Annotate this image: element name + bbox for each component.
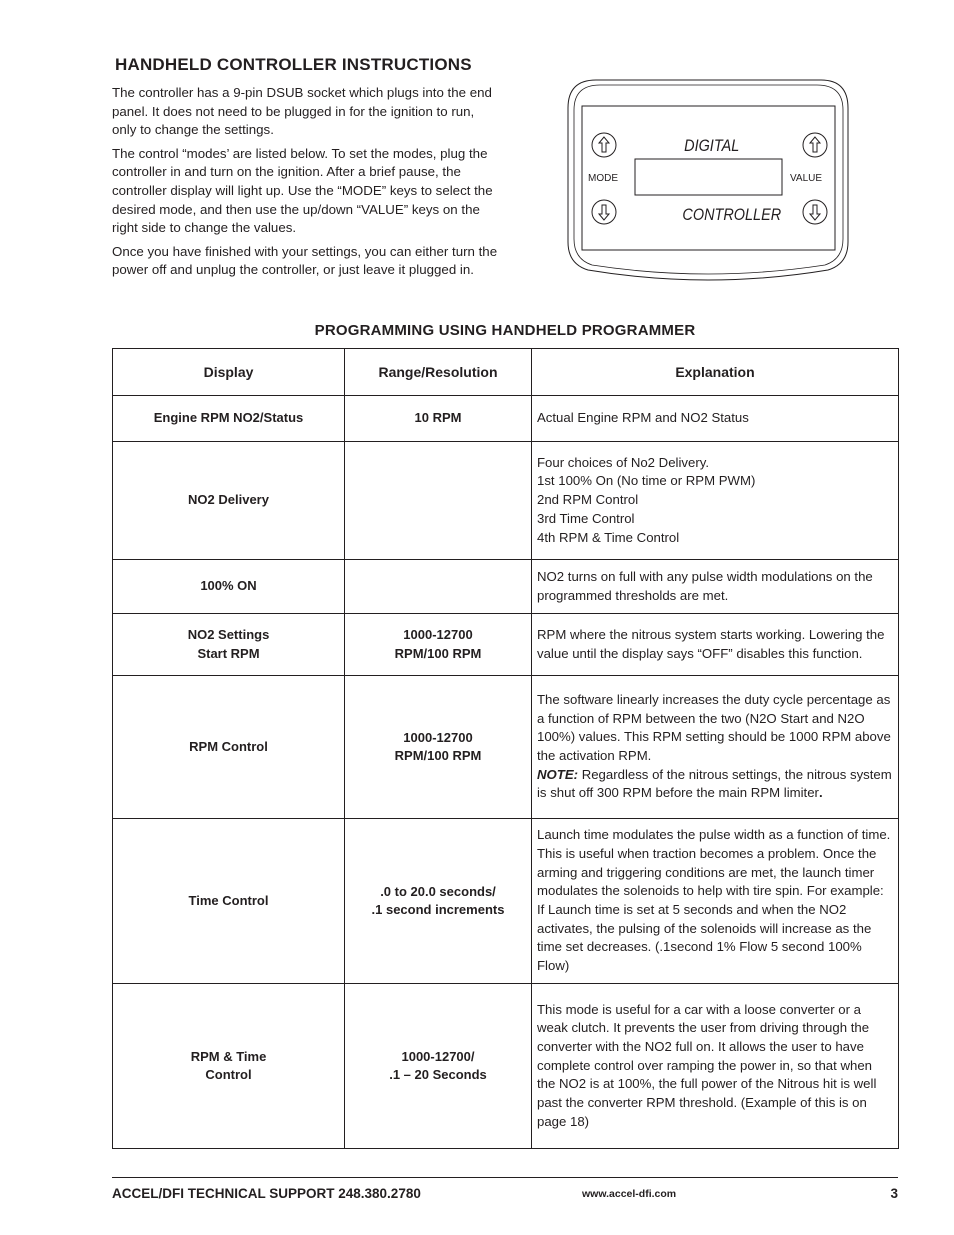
footer-website-link[interactable]: www.accel-dfi.com [582, 1188, 677, 1200]
value-label: VALUE [790, 173, 823, 184]
table-header-row [113, 349, 899, 396]
footer-support: ACCEL/DFI TECHNICAL SUPPORT 248.380.2780 [112, 1186, 421, 1201]
arrow-down-icon [810, 205, 820, 220]
mode-up-button[interactable] [592, 133, 616, 157]
header-explanation: Explanation [532, 349, 899, 396]
digital-controller-illustration [566, 76, 851, 282]
mode-label: MODE [588, 173, 618, 184]
table-row [113, 819, 899, 984]
table-title: PROGRAMMING USING HANDHELD PROGRAMMER [314, 322, 696, 339]
display-cell [113, 560, 345, 614]
cell-line: RPM/100 RPM [394, 748, 482, 763]
page-number: 3 [890, 1186, 898, 1201]
range-cell [345, 560, 532, 614]
cell-line: This mode is useful for a car with a loose converter or a weak clutch. It prevents the user from driving through the converter with the NO2 full on. It allows the user to have complete control over ramping the power in, so that when the NO2 is at 100%, the full power of the Nitrous hit is well past the converter RPM threshold. (Example of this is on page 18) [537, 1001, 877, 1129]
cell-line: RPM & Time [190, 1048, 267, 1064]
cell-line: Actual Engine RPM and NO2 Status [537, 410, 749, 426]
cell-line: NO2 Settings [187, 627, 270, 642]
explanation-cell [532, 396, 899, 442]
explanation-cell [532, 614, 899, 676]
cell-line: 1000-12700 [403, 627, 473, 642]
value-up-button[interactable] [803, 133, 827, 157]
cell-line: 4th RPM & Time Control [537, 529, 680, 545]
intro-paragraph: The control “modes’ are listed below. To set the modes, plug the controller in and turn on the ignition. After a brief pause, the controller display will light up. Use the “MODE” keys to select the desired mode, and then use the up/down “VALUE” keys on the right side to change the values. [112, 145, 493, 236]
display-cell [113, 396, 345, 442]
intro-text [112, 84, 502, 285]
arrow-up-icon [599, 137, 609, 152]
cell-line: RPM/100 RPM [394, 645, 482, 661]
display-cell [113, 819, 345, 984]
explanation-cell [532, 819, 899, 984]
cell-line: 3rd Time Control [537, 510, 635, 526]
cell-line: Control [205, 1067, 252, 1082]
intro-paragraph: Once you have finished with your settings, you can either turn the power off and unplug the controller, or just leave it plugged in. [112, 243, 498, 278]
note-label: NOTE: [537, 766, 579, 782]
range-cell [345, 442, 532, 560]
explanation-cell [532, 984, 899, 1149]
value-down-button[interactable] [803, 200, 827, 224]
cell-line: Time Control [188, 892, 269, 908]
cell-line: 100% ON [200, 578, 257, 594]
arrow-down-icon [599, 205, 609, 220]
cell-line: The software linearly increases the duty cycle percentage as a function of RPM between the two (N2O Start and N2O 100%) values. This RPM setting should be 1000 RPM above the activation RPM. [537, 691, 891, 763]
table-row [113, 396, 899, 442]
header-range: Range/Resolution [345, 349, 532, 396]
range-cell [345, 614, 532, 676]
range-cell [345, 676, 532, 819]
range-cell [345, 984, 532, 1149]
digital-text: DIGITAL [684, 136, 740, 156]
display-cell [113, 984, 345, 1149]
explanation-cell [532, 442, 899, 560]
table-row [113, 984, 899, 1149]
note-text: Regardless of the nitrous settings, the nitrous system is shut off 300 RPM before the main RPM limiter [537, 766, 892, 801]
cell-line: NO2 Delivery [188, 492, 269, 508]
cell-line: .1 – 20 Seconds [389, 1067, 487, 1082]
intro-paragraph: The controller has a 9-pin DSUB socket which plugs into the end panel. It does not need to be plugged in for the ignition to run, only to change the settings. [112, 85, 492, 138]
table-row [113, 442, 899, 560]
cell-line: RPM Control [189, 738, 268, 754]
cell-line: .1 second increments [371, 902, 505, 917]
display-cell [113, 442, 345, 560]
display-screen [635, 159, 782, 195]
note-line [537, 766, 892, 803]
display-cell [113, 614, 345, 676]
page-heading: HANDHELD CONTROLLER INSTRUCTIONS [115, 55, 472, 74]
table-row [113, 614, 899, 676]
explanation-cell [532, 676, 899, 819]
cell-line: Engine RPM NO2/Status [153, 410, 304, 426]
cell-line: Start RPM [197, 645, 260, 661]
cell-line: Four choices of No2 Delivery. [537, 454, 709, 470]
range-cell [345, 396, 532, 442]
cell-line: 2nd RPM Control [537, 492, 639, 508]
display-cell [113, 676, 345, 819]
range-cell [345, 819, 532, 984]
controller-text: CONTROLLER [682, 205, 782, 225]
table-row [113, 560, 899, 614]
table-row [113, 676, 899, 819]
cell-line: NO2 turns on full with any pulse width modulations on the programmed thresholds are met. [537, 568, 873, 603]
cell-line: 1st 100% On (No time or RPM PWM) [537, 473, 756, 489]
cell-line: .0 to 20.0 seconds/ [380, 883, 496, 899]
footer-divider [112, 1177, 898, 1178]
cell-line: 1000-12700/ [401, 1048, 475, 1064]
arrow-up-icon [810, 137, 820, 152]
cell-line: RPM where the nitrous system starts working. Lowering the value until the display says “OFF” disables this function. [537, 626, 885, 661]
cell-line: 10 RPM [414, 410, 462, 426]
note-end: . [818, 785, 823, 801]
cell-line: Launch time modulates the pulse width as a function of time. This is useful when traction becomes a problem. Once the arming and triggering conditions are met, the launch timer modulates the solenoids to help with tire spin. For example: If Launch time is set at 5 seconds and when the NO2 activates, the pulsing of the solenoids will increase as the time set decreases. (.1second 1% Flow 5 second 100% Flow) [537, 827, 891, 974]
mode-down-button[interactable] [592, 200, 616, 224]
programming-table [112, 348, 899, 1149]
cell-line: 1000-12700 [403, 729, 473, 745]
header-display: Display [113, 349, 345, 396]
explanation-cell [532, 560, 899, 614]
